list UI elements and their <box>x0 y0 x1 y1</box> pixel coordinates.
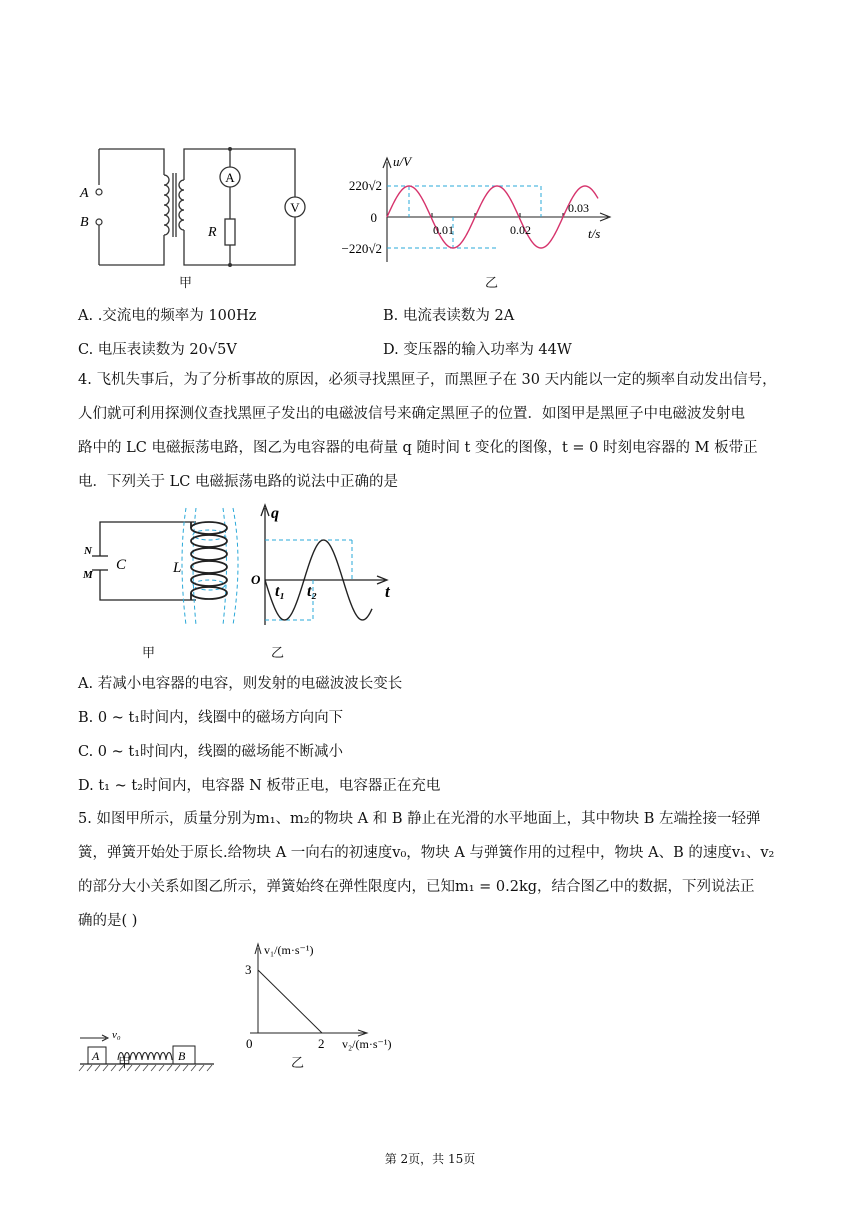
charge-time-graph <box>245 500 405 635</box>
velocity-label: v₀ <box>112 1029 121 1041</box>
q5-stem-line: 的部分大小关系如图乙所示，弹簧始终在弹性限度内，已知m₁ = 0.2kg，结合图乙中的数据，下列说法正 <box>78 879 755 895</box>
q4-stem-line: 4. 飞机失事后，为了分析事故的原因，必须寻找黑匣子，而黑匣子在 30 天内能以一定的频率自动发出信号， <box>78 372 777 388</box>
plate-n-label: N <box>84 545 92 557</box>
q4-stem-line: 人们就可利用探测仪查找黑匣子发出的电磁波信号来确定黑匣子的位置．如图甲是黑匣子中电磁波发射电 <box>78 406 745 422</box>
q3-option-c: C. 电压表读数为 20√5V <box>78 342 237 358</box>
q5-stem-line: 簧，弹簧开始处于原长.给物块 A 一向右的初速度v₀，物块 A 与弹簧作用的过程中，物块 A、B 的速度v₁、v₂ <box>78 845 775 861</box>
graph-ymin-label: −220√2 <box>341 241 382 256</box>
origin-label: O <box>251 572 261 587</box>
v1-v2-line <box>258 970 322 1033</box>
t-axis-label: t <box>385 582 390 601</box>
origin-label: 0 <box>246 1036 253 1051</box>
graph-ymax-label: 220√2 <box>348 178 382 193</box>
v1-axis-label: v₁/(m·s⁻¹) <box>264 943 314 957</box>
page-footer: 第 2页，共 15页 <box>384 1152 476 1166</box>
q4-option: B. 0 ~ t₁时间内，线圈中的磁场方向向下 <box>78 710 344 726</box>
resistor-label: R <box>208 225 217 240</box>
q5-stem <box>78 802 774 938</box>
q3-option-a: A. .交流电的频率为 100Hz <box>78 308 257 324</box>
fig3-caption-left: 甲 <box>179 276 193 291</box>
t2-label: t₂ <box>307 583 318 600</box>
lc-caption-left: 甲 <box>142 646 156 661</box>
inductor-label: L <box>173 560 182 576</box>
graph-tick-label: 0.03 <box>568 201 589 215</box>
graph-origin-label: 0 <box>370 210 377 225</box>
t1-label: t₁ <box>275 583 286 600</box>
q4-option: D. t₁ ~ t₂时间内，电容器 N 板带正电，电容器正在充电 <box>78 778 441 794</box>
q4-stem-line: 电．下列关于 LC 电磁振荡电路的说法中正确的是 <box>78 474 398 490</box>
x-value-label: 2 <box>318 1036 325 1051</box>
terminal-a-label: A <box>80 186 89 201</box>
graph-tick-label: 0.01 <box>433 223 454 237</box>
block-caption-left: 甲 <box>118 1056 132 1071</box>
voltage-sine-graph <box>330 150 620 275</box>
q4-option: C. 0 ~ t₁时间内，线圈的磁场能不断减小 <box>78 744 344 760</box>
q-axis-label: q <box>271 505 279 522</box>
voltmeter-label: V <box>290 200 300 215</box>
y-value-label: 3 <box>245 962 252 977</box>
q5-stem-line: 确的是( ) <box>78 913 138 929</box>
v2-axis-label: v₂/(m·s⁻¹) <box>342 1037 392 1051</box>
ammeter-label: A <box>225 170 235 185</box>
capacitor-label: C <box>116 557 127 573</box>
q4-stem <box>78 363 777 499</box>
graph-ylabel: u/V <box>393 154 412 169</box>
graph-tick-label: 0.02 <box>510 223 531 237</box>
graph-xlabel: t/s <box>588 226 601 241</box>
plate-m-label: M <box>83 569 93 581</box>
lc-circuit-figure <box>78 500 253 635</box>
q4-options <box>78 667 440 803</box>
block-a-label: A <box>92 1049 100 1063</box>
q3-option-d: D. 变压器的输入功率为 44W <box>383 342 572 358</box>
q3-option-b: B. 电流表读数为 2A <box>383 308 515 324</box>
lc-caption-right: 乙 <box>271 646 285 661</box>
block-spring-figure <box>78 1015 218 1080</box>
q4-option: A. 若减小电容器的电容，则发射的电磁波波长变长 <box>78 676 403 692</box>
velocity-caption-right: 乙 <box>291 1056 305 1071</box>
transformer-circuit-figure <box>70 135 315 295</box>
q5-stem-line: 5. 如图甲所示，质量分别为m₁、m₂的物块 A 和 B 静止在光滑的水平地面上，其中物块 B 左端拴接一轻弹 <box>78 811 761 827</box>
block-b-label: B <box>178 1049 186 1063</box>
velocity-graph <box>240 938 415 1053</box>
terminal-b-label: B <box>80 215 89 230</box>
q4-stem-line: 路中的 LC 电磁振荡电路，图乙为电容器的电荷量 q 随时间 t 变化的图像，t = 0 时刻电容器的 M 板带正 <box>78 440 758 456</box>
fig3-caption-right: 乙 <box>485 276 499 291</box>
